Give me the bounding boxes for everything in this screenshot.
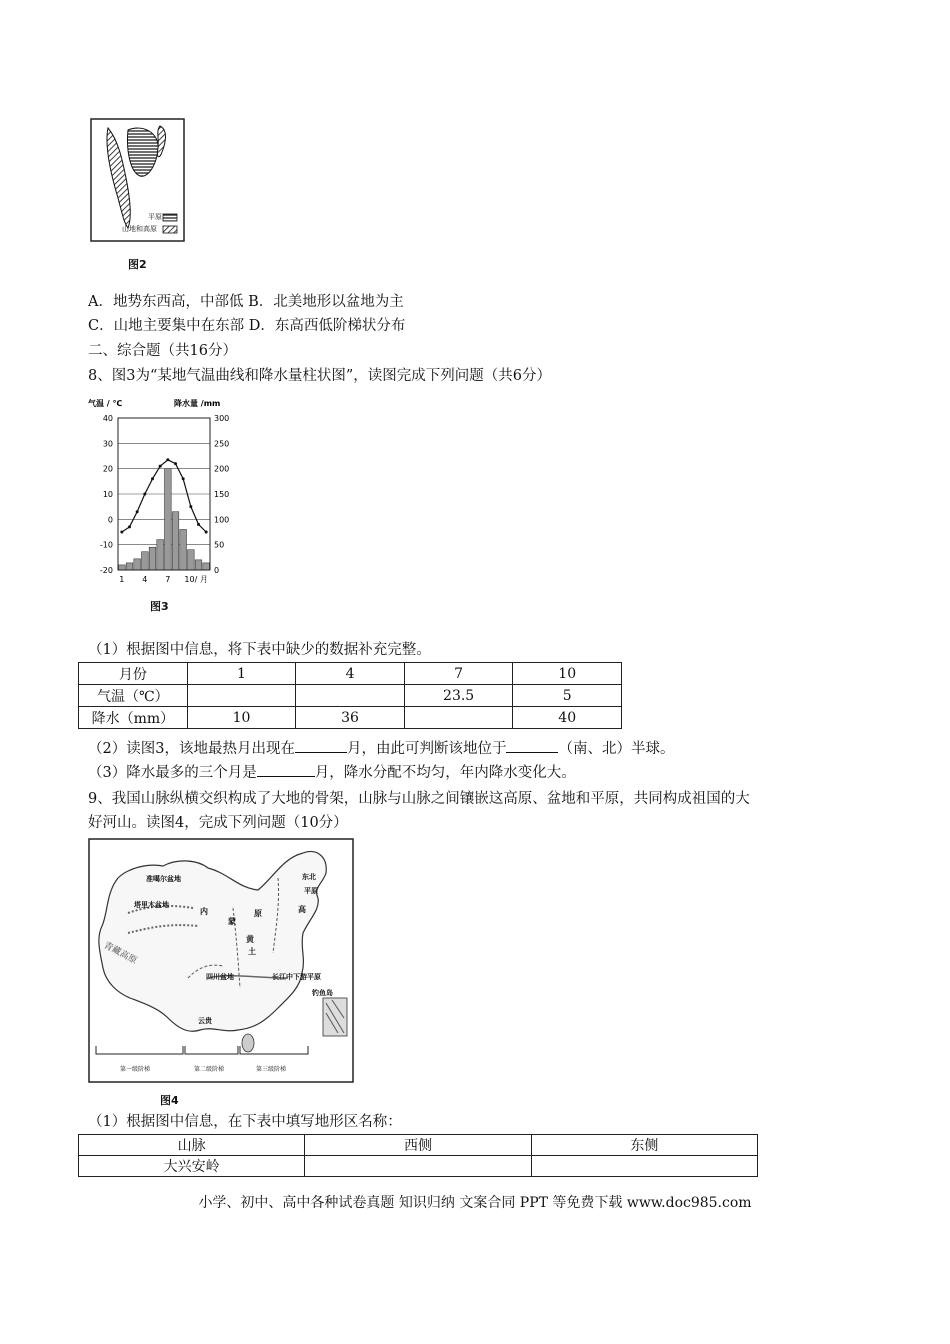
legend-mountain-label: 山地和高原 (122, 225, 157, 233)
precipitation-bar (188, 550, 195, 570)
legend-plain-label: 平原 (148, 213, 162, 221)
temperature-point (189, 505, 192, 508)
label-junggar: 准噶尔盆地 (146, 874, 181, 883)
temperature-point (136, 510, 139, 513)
q8-table-cell: 23.5 (404, 685, 513, 707)
right-tick-label: 100 (214, 515, 230, 525)
q9-table-cell-blank[interactable] (531, 1156, 757, 1177)
label-step1: 第一级阶梯 (120, 1066, 151, 1073)
q9-table-cell: 东侧 (531, 1135, 757, 1156)
label-huang: 黄 (246, 934, 254, 944)
label-northeast: 东北 (302, 872, 316, 881)
q8-table-cell: 降水（mm） (79, 707, 188, 729)
q9-table-header (79, 1135, 758, 1156)
q7-options-row2: C．山地主要集中在东部 D．东高西低阶梯状分布 (88, 318, 406, 334)
q8-table-row (79, 685, 622, 707)
left-tick-label: -20 (99, 566, 113, 575)
section-2-heading: 二、综合题（共16分） (88, 343, 237, 359)
q8-sub1: （1）根据图中信息，将下表中缺少的数据补充完整。 (88, 642, 431, 658)
right-tick-label: 0 (214, 566, 220, 575)
temperature-point (159, 465, 162, 468)
label-yungui: 云贵 (198, 1016, 212, 1025)
q8-table-cell: 7 (404, 663, 513, 685)
q8-sub2-text-a: （2）读图3，该地最热月出现在 (88, 741, 295, 757)
q8-table-cell-blank[interactable] (404, 707, 513, 729)
label-gao: 高 (298, 904, 306, 914)
q8-table-cell-blank[interactable] (187, 685, 296, 707)
figure-4-caption: 图4 (160, 1094, 179, 1107)
q8-sub2 (88, 738, 674, 759)
q8-table-cell-blank[interactable] (296, 685, 405, 707)
label-yuan: 原 (254, 908, 262, 918)
precipitation-bar (157, 540, 164, 570)
precipitation-bar (180, 529, 187, 570)
q8-table-cell: 月份 (79, 663, 188, 685)
temperature-point (120, 531, 123, 534)
q9-stem-line1: 9、我国山脉纵横交织构成了大地的骨架，山脉与山脉之间镶嵌这高原、盆地和平原，共同构成祖国的大 (88, 791, 750, 807)
x-tick-label: 10/ (184, 575, 198, 584)
left-tick-label: 30 (102, 439, 113, 449)
right-tick-label: 200 (214, 464, 230, 474)
temperature-point (197, 523, 200, 526)
q8-stem: 8、图3为“某地气温曲线和降水量柱状图”，读图完成下列问题（共6分） (88, 368, 551, 384)
temperature-point (182, 477, 185, 480)
figure-3 (86, 392, 246, 592)
q8-table-cell: 10 (513, 663, 622, 685)
q8-sub2-text-c: （南、北）半球。 (558, 741, 675, 757)
q8-table-row (79, 707, 622, 729)
right-tick-label: 150 (214, 490, 230, 499)
q8-table (78, 662, 622, 729)
x-tick-label: 7 (165, 575, 171, 584)
q9-table-row (79, 1156, 758, 1177)
label-changjiang: 长江中下游平原 (272, 972, 321, 981)
temperature-point (174, 462, 177, 465)
precipitation-bar (172, 512, 179, 570)
label-mongolia: 蒙 (228, 916, 236, 926)
figure-4 (88, 838, 354, 1084)
x-tick-label: 1 (119, 575, 125, 584)
label-sichuan: 四川盆地 (206, 972, 234, 981)
left-tick-label: 20 (102, 464, 113, 474)
q9-table-cell-blank[interactable] (305, 1156, 531, 1177)
left-tick-label: 0 (107, 515, 113, 525)
q8-table-header (79, 663, 622, 685)
q7-options-row1: A．地势东西高，中部低 B．北美地形以盆地为主 (88, 294, 404, 310)
label-diaoyu: 钓鱼岛 (312, 988, 333, 997)
q8-table-cell: 5 (513, 685, 622, 707)
label-qinghai: 青藏高原 (101, 940, 139, 967)
temperature-line (122, 460, 206, 532)
page-footer: 小学、初中、高中各种试卷真题 知识归纳 文案合同 PPT 等免费下载 www.doc985.com (198, 1195, 752, 1211)
label-inner: 内 (200, 906, 208, 916)
figure-2 (90, 118, 185, 243)
q8-sub3-text-b: 月，降水分配不均匀，年内降水变化大。 (314, 765, 576, 781)
q8-sub2-blank-hemisphere[interactable] (506, 738, 558, 753)
left-tick-label: 10 (102, 490, 113, 499)
label-tu: 土 (248, 946, 256, 956)
figure-3-caption: 图3 (150, 600, 169, 613)
q8-table-cell: 40 (513, 707, 622, 729)
q9-table-cell: 山脉 (79, 1135, 305, 1156)
right-tick-label: 300 (214, 414, 230, 423)
left-tick-label: -10 (99, 540, 113, 550)
precipitation-bar (126, 563, 133, 570)
q8-table-cell: 36 (296, 707, 405, 729)
precipitation-bar (119, 565, 126, 570)
right-tick-label: 250 (214, 439, 230, 449)
label-step3: 第三级阶梯 (256, 1066, 287, 1073)
left-tick-label: 40 (102, 414, 113, 423)
label-tarim: 塔里木盆地 (134, 900, 169, 909)
q8-table-cell: 气温（℃） (79, 685, 188, 707)
q9-table-cell: 大兴安岭 (79, 1156, 305, 1177)
q9-sub1: （1）根据图中信息，在下表中填写地形区名称： (88, 1114, 402, 1130)
left-axis-title: 气温 / ℃ (88, 399, 123, 408)
temperature-point (205, 531, 208, 534)
precipitation-bar (195, 560, 202, 570)
precipitation-bar (142, 552, 149, 570)
q8-sub3 (88, 762, 576, 783)
temperature-point (143, 493, 146, 496)
label-northeast-plain: 平原 (304, 886, 318, 895)
q8-table-cell: 1 (187, 663, 296, 685)
precipitation-bar (165, 469, 172, 570)
q8-table-cell: 4 (296, 663, 405, 685)
q8-table-cell: 10 (187, 707, 296, 729)
precipitation-bar (203, 563, 210, 570)
climate-chart (86, 392, 246, 592)
x-tick-label: 月 (199, 575, 208, 584)
precipitation-bar (134, 559, 141, 570)
q8-sub2-blank-month[interactable] (295, 738, 347, 753)
x-tick-label: 4 (142, 575, 148, 584)
temperature-point (128, 525, 131, 528)
figure-2-caption: 图2 (128, 258, 147, 271)
q9-stem-line2: 好河山。读图4，完成下列问题（10分） (88, 815, 348, 831)
q8-sub2-text-b: 月，由此可判断该地位于 (346, 741, 507, 757)
precipitation-bar (149, 547, 156, 570)
temperature-point (151, 477, 154, 480)
q8-sub3-blank-months[interactable] (257, 762, 315, 777)
label-step2: 第二级阶梯 (194, 1066, 225, 1073)
temperature-point (166, 458, 169, 461)
q8-sub3-text-a: （3）降水最多的三个月是 (88, 765, 257, 781)
right-axis-title: 降水量 /mm (174, 399, 221, 408)
q9-table (78, 1134, 758, 1177)
q9-table-cell: 西侧 (305, 1135, 531, 1156)
right-tick-label: 50 (214, 540, 225, 550)
